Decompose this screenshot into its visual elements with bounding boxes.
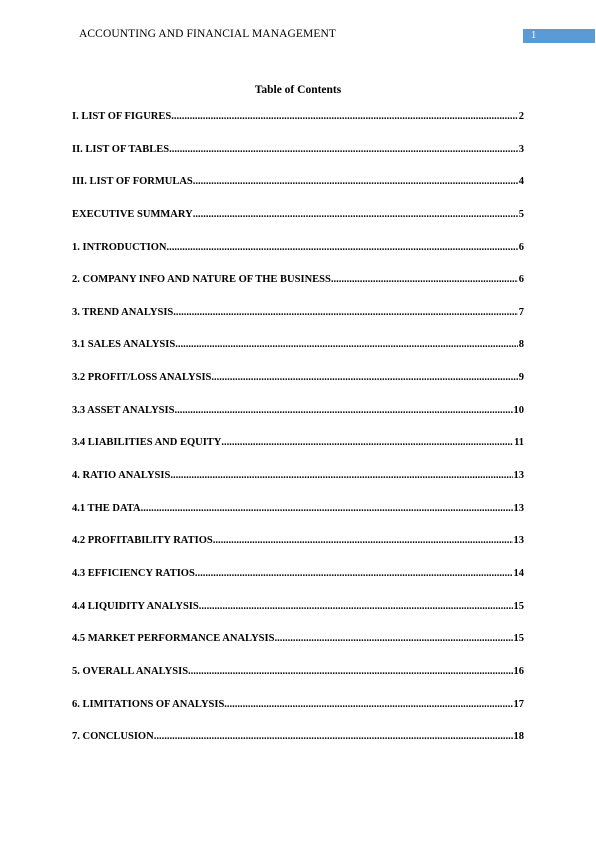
toc-entry-label: III. LIST OF FORMULAS [72, 176, 193, 188]
toc-entry-label: I. LIST OF FIGURES [72, 111, 172, 122]
toc-leader-dots [169, 144, 518, 155]
toc-leader-dots [213, 535, 513, 546]
toc-entry[interactable] [72, 274, 524, 307]
toc-entry-label: 3.1 SALES ANALYSIS [72, 339, 176, 351]
toc-entry-page: 6 [518, 274, 524, 286]
toc-leader-dots [193, 209, 518, 220]
toc-entry-label: 6. LIMITATIONS OF ANALYSIS [72, 698, 225, 710]
toc-entry-label: II. LIST OF TABLES [72, 143, 170, 155]
toc-entry[interactable] [72, 535, 524, 568]
toc-entry[interactable] [72, 339, 524, 372]
toc-heading: Table of Contents [254, 84, 342, 96]
toc-entry[interactable] [72, 601, 524, 634]
toc-leader-dots [154, 731, 513, 742]
toc-leader-dots [171, 111, 518, 122]
toc-leader-dots [221, 437, 513, 448]
toc-entry-page: 5 [518, 208, 524, 220]
toc-entry-label: EXECUTIVE SUMMARY [72, 208, 193, 220]
toc-entry-label: 4. RATIO ANALYSIS [72, 470, 171, 482]
toc-entry-label: 4.3 EFFICIENCY RATIOS [72, 567, 195, 579]
toc-entry-label: 2. COMPANY INFO AND NATURE OF THE BUSINESS [72, 274, 331, 286]
toc-entry-label: 3. TREND ANALYSIS [72, 306, 174, 318]
toc-entry-page: 16 [513, 665, 524, 677]
toc-leader-dots [211, 372, 517, 383]
toc-entry-label: 4.5 MARKET PERFORMANCE ANALYSIS [72, 633, 275, 645]
toc-entry[interactable] [72, 666, 524, 699]
toc-entry[interactable] [72, 699, 524, 732]
toc-entry[interactable] [72, 307, 524, 340]
toc-entry-page: 4 [518, 176, 524, 188]
toc-entry-page: 7 [518, 306, 524, 318]
toc-entry-page: 15 [513, 600, 524, 612]
toc-leader-dots [199, 601, 513, 612]
toc-entry-page: 13 [513, 502, 524, 514]
toc-entry[interactable] [72, 372, 524, 405]
toc-entry-label: 3.2 PROFIT/LOSS ANALYSIS [72, 372, 212, 384]
toc-list [72, 111, 524, 764]
toc-entry-label: 3.3 ASSET ANALYSIS [72, 404, 175, 416]
toc-entry-page: 3 [518, 143, 524, 155]
toc-entry-page: 2 [518, 111, 524, 122]
toc-entry-page: 18 [513, 731, 524, 743]
toc-entry-label: 4.4 LIQUIDITY ANALYSIS [72, 600, 199, 612]
toc-entry-page: 17 [513, 698, 524, 710]
toc-entry-label: 7. CONCLUSION [72, 731, 154, 743]
toc-leader-dots [170, 470, 512, 481]
toc-entry-page: 6 [518, 241, 524, 253]
toc-entry-label: 4.2 PROFITABILITY RATIOS [72, 535, 213, 547]
toc-leader-dots [193, 176, 518, 187]
toc-leader-dots [175, 339, 518, 350]
toc-entry-page: 9 [518, 372, 524, 384]
toc-leader-dots [141, 503, 513, 514]
toc-leader-dots [195, 568, 513, 579]
toc-entry-page: 14 [513, 567, 524, 579]
toc-entry[interactable] [72, 111, 524, 144]
page-number: 1 [531, 30, 537, 41]
toc-entry[interactable] [72, 144, 524, 177]
toc-entry[interactable] [72, 731, 524, 764]
toc-leader-dots [331, 274, 518, 285]
toc-entry[interactable] [72, 209, 524, 242]
running-header-title: ACCOUNTING AND FINANCIAL MANAGEMENT [79, 28, 337, 40]
toc-entry-page: 15 [513, 633, 524, 645]
toc-entry-label: 3.4 LIABILITIES AND EQUITY [72, 437, 222, 449]
toc-entry-label: 5. OVERALL ANALYSIS [72, 665, 189, 677]
toc-entry-label: 1. INTRODUCTION [72, 241, 167, 253]
toc-entry[interactable] [72, 568, 524, 601]
toc-entry-page: 10 [513, 404, 524, 416]
toc-entry[interactable] [72, 176, 524, 209]
toc-entry-page: 13 [513, 470, 524, 482]
toc-entry[interactable] [72, 633, 524, 666]
toc-entry-label: 4.1 THE DATA [72, 502, 141, 514]
toc-entry[interactable] [72, 470, 524, 503]
toc-leader-dots [224, 699, 512, 710]
toc-entry[interactable] [72, 405, 524, 438]
toc-entry-page: 13 [513, 535, 524, 547]
toc-entry[interactable] [72, 242, 524, 275]
page-number-box [523, 29, 595, 43]
toc-leader-dots [274, 633, 512, 644]
toc-entry-page: 8 [518, 339, 524, 351]
toc-leader-dots [167, 242, 518, 253]
toc-leader-dots [173, 307, 518, 318]
toc-entry[interactable] [72, 437, 524, 470]
toc-leader-dots [188, 666, 512, 677]
toc-entry-page: 11 [514, 437, 524, 449]
toc-entry[interactable] [72, 503, 524, 536]
toc-leader-dots [174, 405, 512, 416]
